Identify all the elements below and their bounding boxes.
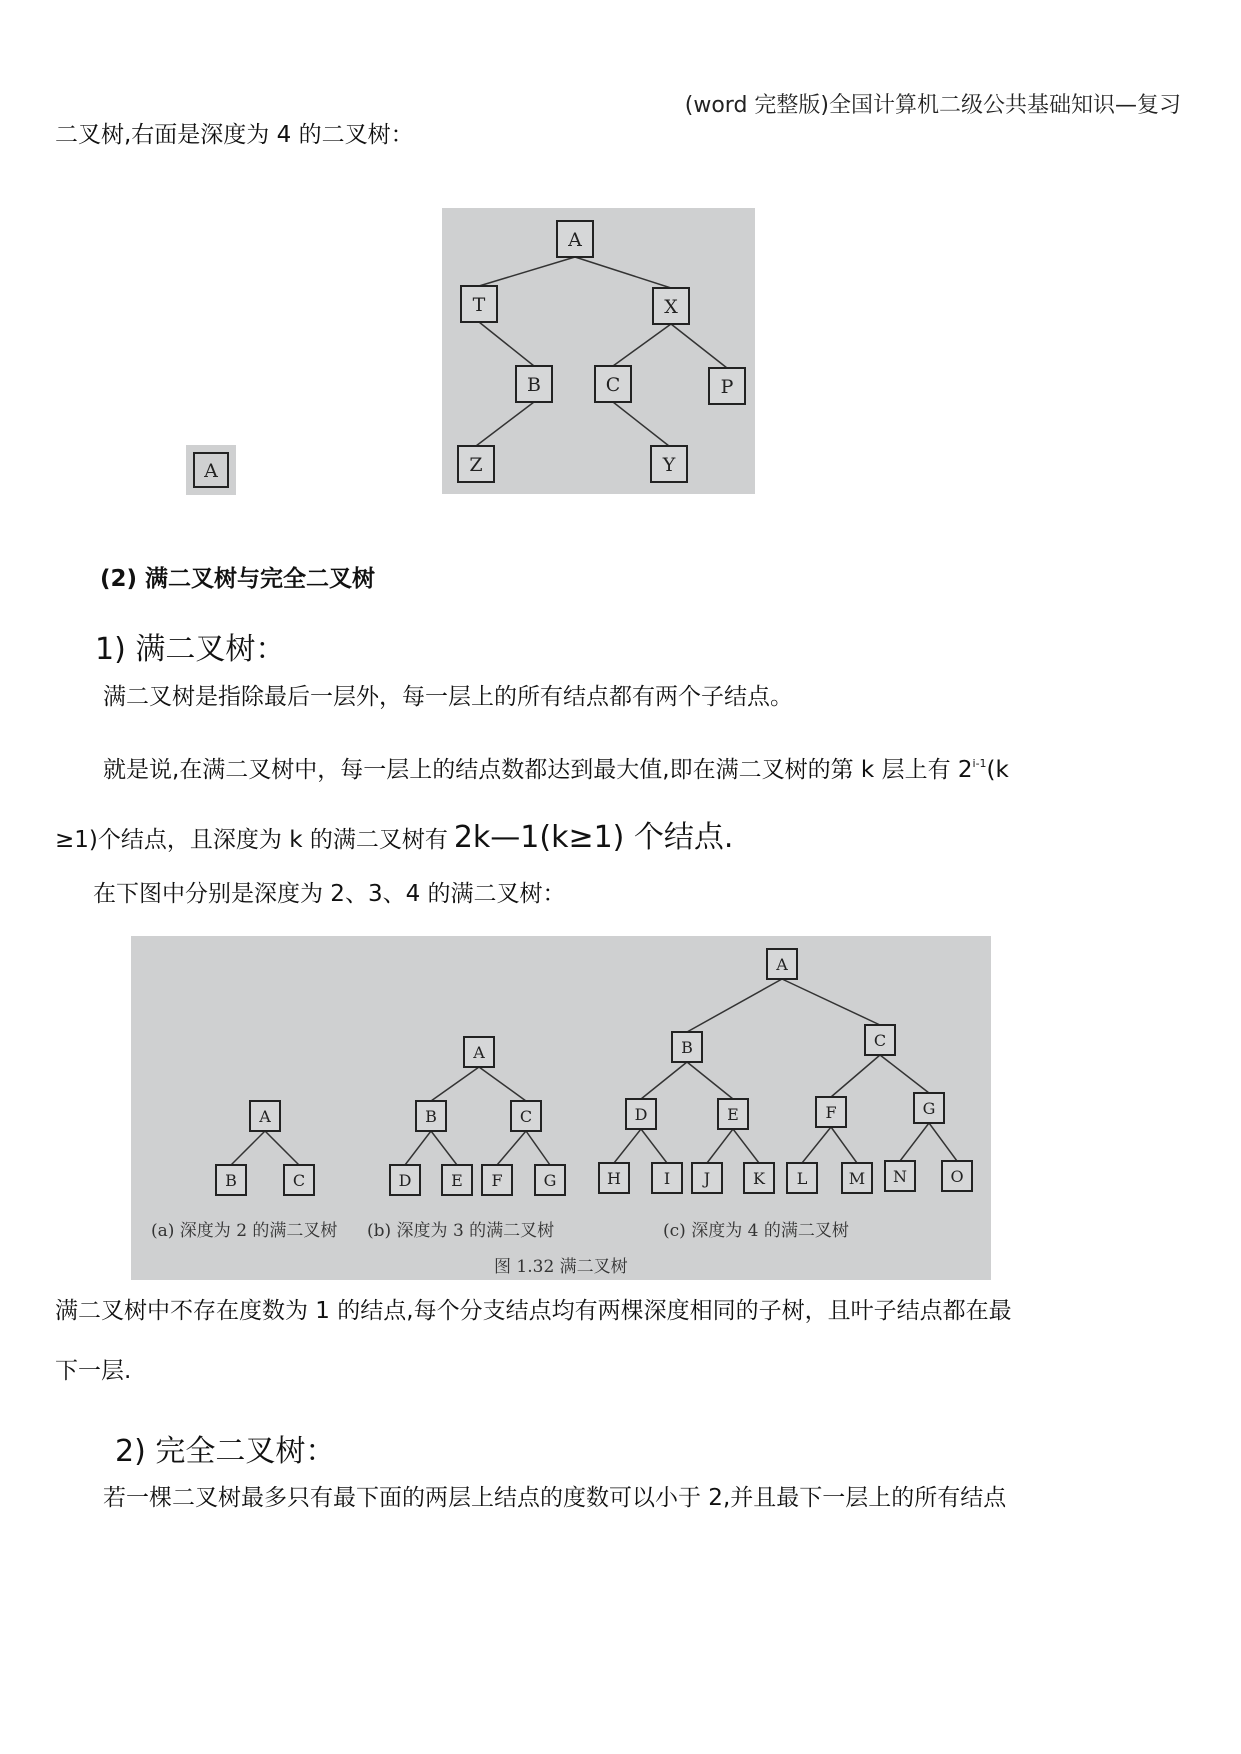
page-header: (word 完整版)全国计算机二级公共基础知识—复习 <box>684 93 1181 118</box>
tree-c-edge <box>782 979 880 1025</box>
tree-c-edge <box>900 1123 929 1161</box>
full-trees-svg <box>131 936 991 1280</box>
tree-c-edge <box>733 1129 759 1163</box>
depth4-tree-edge <box>575 257 671 288</box>
tree-c-node-label: C <box>873 1030 887 1050</box>
tree-c-node-label: J <box>703 1168 711 1188</box>
depth4-tree-edge <box>479 322 534 366</box>
para2-end: (k <box>986 757 1009 783</box>
tree-b-node-label: C <box>519 1106 533 1126</box>
tree-a-node-label: C <box>292 1170 306 1190</box>
tree-b-node-label: A <box>473 1042 485 1062</box>
tree-c-node-label: H <box>607 1168 621 1188</box>
tree-b-edge <box>431 1067 479 1101</box>
tree-b-node-label: E <box>451 1170 463 1190</box>
tree-c-node-label: B <box>681 1037 693 1057</box>
tree-c-edge <box>641 1062 687 1099</box>
tree-b-edge <box>431 1131 457 1165</box>
para2-text: 就是说,在满二叉树中，每一层上的结点数都达到最大值,即在满二叉树的第 k 层上有 2 <box>103 757 973 783</box>
depth4-tree-node-label: Z <box>469 453 483 476</box>
depth4-tree-node-label: X <box>664 295 678 318</box>
depth4-tree-figure <box>442 208 755 494</box>
depth4-tree-node-label: B <box>527 373 541 396</box>
tree-c-node-label: I <box>663 1168 671 1188</box>
caption-a: (a) 深度为 2 的满二叉树 <box>151 1221 338 1241</box>
tree-c-node-label: F <box>825 1102 837 1122</box>
depth4-tree-edge <box>613 324 671 366</box>
complete-tree-title: 2) 完全二叉树： <box>115 1434 336 1469</box>
tree-c-node-label: N <box>893 1166 907 1186</box>
tree-c-edge <box>707 1129 733 1163</box>
tree-c-edge <box>831 1055 880 1097</box>
depth4-tree-edge <box>476 402 534 446</box>
tree-b-edge <box>497 1131 526 1165</box>
full-tree-para3: 在下图中分别是深度为 2、3、4 的满二叉树： <box>93 881 566 907</box>
depth4-tree-node-label: A <box>568 228 582 251</box>
tree-a-edge <box>231 1131 265 1165</box>
para2-line2-big: 2k—1(k≥1) 个结点. <box>453 820 734 855</box>
tree-b-edge <box>526 1131 550 1165</box>
depth4-tree-edge <box>671 324 727 368</box>
tree-b-edge <box>405 1131 431 1165</box>
tree-c-node-label: A <box>776 954 788 974</box>
tree-b-node-label: D <box>398 1170 412 1190</box>
single-node-svg <box>186 445 236 495</box>
tree-c-edge <box>929 1123 957 1161</box>
tree-b-node-label: B <box>425 1106 437 1126</box>
tree-a-edge <box>265 1131 299 1165</box>
tree-c-node-label: L <box>796 1168 808 1188</box>
full-trees-figure <box>131 936 991 1280</box>
tree-c-node-label: K <box>753 1168 765 1188</box>
depth4-tree-edge <box>613 402 669 446</box>
tree-a-node-label: B <box>225 1170 237 1190</box>
intro-line: 二叉树,右面是深度为 4 的二叉树： <box>55 122 414 148</box>
tree-c-edge <box>831 1127 857 1163</box>
depth4-tree-svg <box>442 208 755 494</box>
tree-c-node-label: E <box>727 1104 739 1124</box>
tree-c-node-label: O <box>950 1166 964 1186</box>
para2-exponent: i-1 <box>972 757 987 770</box>
full-tree-para4-line2: 下一层. <box>55 1358 132 1384</box>
tree-c-edge <box>880 1055 929 1093</box>
tree-c-edge <box>687 1062 733 1099</box>
tree-c-node-label: M <box>848 1168 866 1188</box>
full-tree-para2-line2 <box>55 812 733 856</box>
depth4-tree-node-label: Y <box>662 453 676 476</box>
depth4-tree-node-label: P <box>720 375 734 398</box>
full-tree-para2-line1 <box>103 758 1009 782</box>
tree-c-edge <box>641 1129 667 1163</box>
tree-c-edge <box>802 1127 831 1163</box>
caption-c: (c) 深度为 4 的满二叉树 <box>663 1221 849 1241</box>
single-node-figure <box>186 445 236 495</box>
full-tree-para4-line1: 满二叉树中不存在度数为 1 的结点,每个分支结点均有两棵深度相同的子树，且叶子结点都在最 <box>55 1298 1012 1324</box>
depth4-tree-node-label: C <box>605 373 621 396</box>
figure-caption: 图 1.32 满二叉树 <box>494 1257 628 1277</box>
complete-tree-para1: 若一棵二叉树最多只有最下面的两层上结点的度数可以小于 2,并且最下一层上的所有结点 <box>103 1485 1007 1511</box>
node-label: A <box>204 460 218 482</box>
tree-b-edge <box>479 1067 526 1101</box>
tree-c-node-label: G <box>922 1098 936 1118</box>
section-heading: (2) 满二叉树与完全二叉树 <box>100 566 376 592</box>
tree-b-node-label: F <box>491 1170 503 1190</box>
tree-b-node-label: G <box>543 1170 557 1190</box>
caption-b: (b) 深度为 3 的满二叉树 <box>367 1221 555 1241</box>
tree-a-node-label: A <box>259 1106 271 1126</box>
para2-line2-small: ≥1)个结点，且深度为 k 的满二叉树有 <box>55 827 448 853</box>
full-tree-para1: 满二叉树是指除最后一层外，每一层上的所有结点都有两个子结点。 <box>103 684 793 710</box>
depth4-tree-edge <box>479 257 575 286</box>
tree-c-node-label: D <box>634 1104 648 1124</box>
tree-c-edge <box>687 979 782 1032</box>
depth4-tree-node-label: T <box>472 293 486 316</box>
full-tree-title: 1) 满二叉树： <box>95 632 286 667</box>
tree-c-edge <box>614 1129 641 1163</box>
